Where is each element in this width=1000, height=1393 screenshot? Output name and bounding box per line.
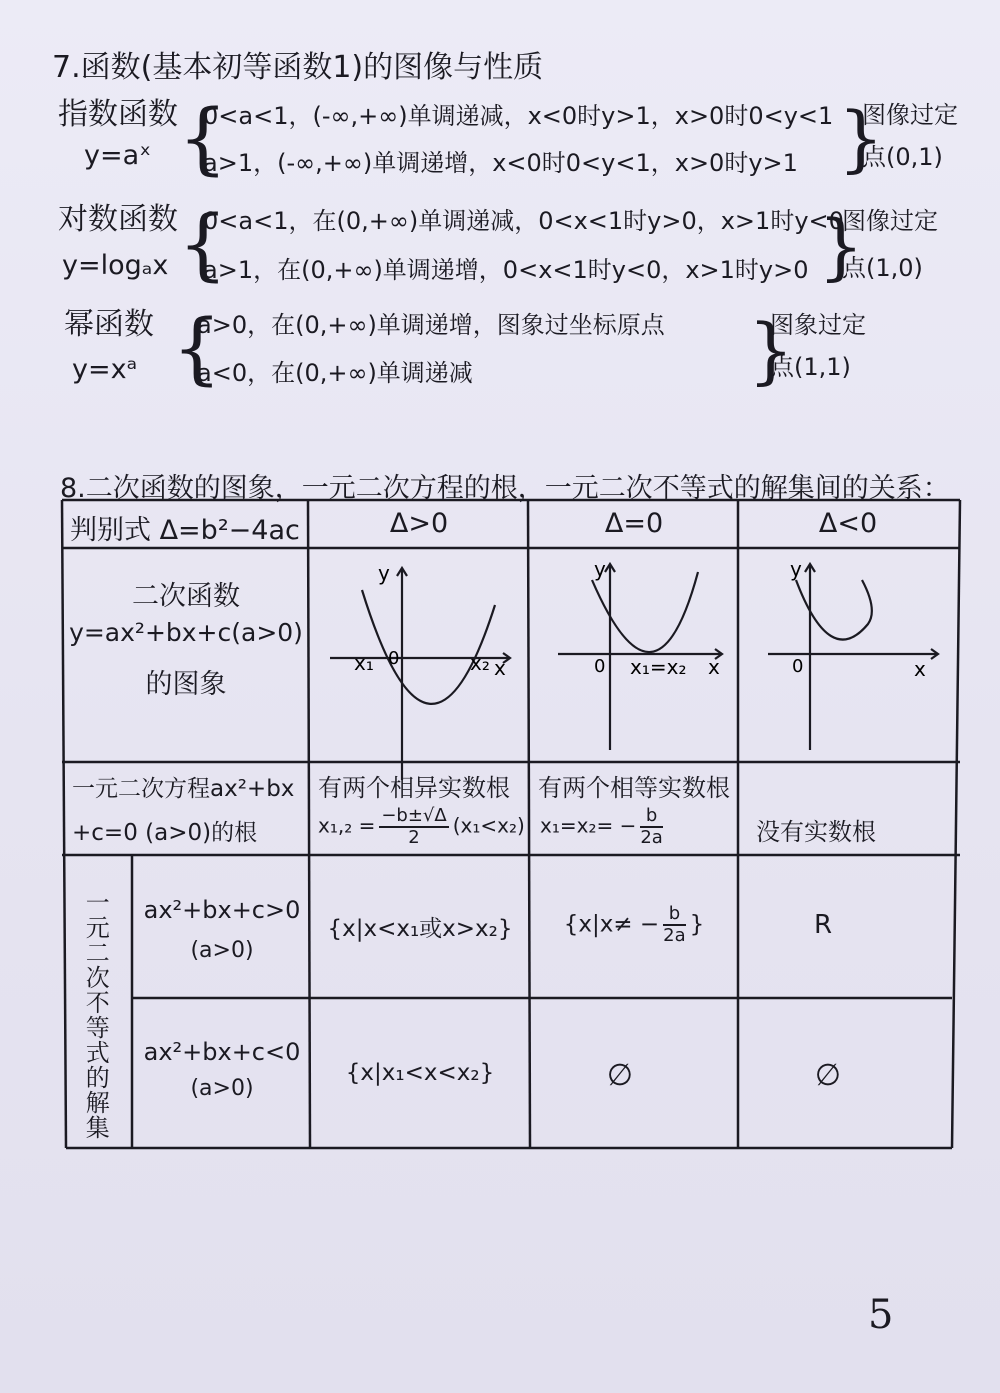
root-x1-label: x₁ — [354, 651, 374, 675]
roots-zero-denominator: 2a — [640, 826, 663, 848]
header-discriminant: 判别式 Δ=b²−4ac — [70, 515, 300, 546]
ineq-gt-line-2: (a>0) — [190, 938, 254, 963]
roots-pos-denominator: 2 — [408, 826, 420, 848]
exp-name: 指数函数 — [58, 97, 178, 132]
ineq-gt-zero-fraction — [663, 904, 685, 946]
roots-zero-lhs: x₁=x₂= − — [540, 813, 637, 838]
ineq-lt-delta-positive: {x|x₁<x<x₂} — [345, 1060, 495, 1086]
pow-formula: y=xᵃ — [72, 354, 138, 385]
ineq-gt-line-1: ax²+bx+c>0 — [143, 896, 301, 924]
roots-pos-desc: 有两个相异实数根 — [318, 774, 510, 802]
roots-pos-numerator: −b±√Δ — [381, 805, 447, 826]
ineq-lt-delta-zero: ∅ — [606, 1058, 634, 1093]
inequality-group-label — [82, 890, 118, 1140]
exp-case-2: a>1，(-∞,+∞)单调递增，x<0时0<y<1，x>0时y>1 — [203, 149, 798, 177]
root-x2-label: x₂ — [470, 651, 490, 675]
roots-zero-formula — [540, 806, 667, 848]
inequality-group-text: 一元二次不等式的解集 — [81, 890, 110, 1140]
log-left-brace: { — [178, 200, 228, 290]
pow-right-brace: } — [748, 308, 794, 392]
log-case-1: 0<a<1，在(0,+∞)单调递减，0<x<1时y>0，x>1时y<0 — [203, 207, 844, 235]
pow-note-2: 点(1,1) — [770, 353, 851, 381]
parabola-no-root — [796, 580, 872, 640]
header-delta-negative: Δ<0 — [818, 508, 878, 539]
exp-case-1: 0<a<1，(-∞,+∞)单调递减，x<0时y>1，x>0时0<y<1 — [203, 102, 834, 130]
double-root-label: x₁=x₂ — [630, 655, 687, 679]
exp-formula: y=aˣ — [84, 140, 152, 171]
graph-row-label-2: y=ax²+bx+c(a>0) — [69, 618, 303, 647]
pow-left-brace: { — [172, 304, 222, 394]
roots-neg-desc: 没有实数根 — [756, 818, 876, 846]
roots-row-label-1: 一元二次方程ax²+bx — [72, 776, 295, 802]
page-number: 5 — [868, 1292, 894, 1338]
y-label: y — [790, 557, 802, 581]
log-formula: y=logₐx — [62, 250, 169, 281]
y-label: y — [594, 557, 606, 581]
pow-name: 幂函数 — [64, 307, 154, 342]
section-8-title: 8.二次函数的图象，一元二次方程的根，一元二次不等式的解集间的关系： — [60, 473, 950, 504]
exp-note-2: 点(0,1) — [862, 143, 943, 171]
origin-label: 0 — [388, 648, 400, 669]
roots-pos-formula — [318, 806, 525, 848]
graph-delta-positive — [310, 550, 530, 780]
exp-right-brace: } — [838, 96, 884, 180]
origin-label: 0 — [792, 656, 804, 677]
log-note-1: 图像过定 — [842, 207, 938, 235]
ineq-lt-delta-negative: ∅ — [814, 1058, 842, 1093]
roots-zero-fraction — [640, 806, 662, 848]
roots-pos-lhs: x₁,₂ = — [318, 813, 376, 838]
x-label: x — [494, 656, 506, 680]
graph-delta-zero — [530, 550, 738, 760]
ineq-gt-zero-post: } — [689, 911, 705, 938]
parabola-two-roots — [362, 590, 495, 704]
log-case-2: a>1，在(0,+∞)单调递增，0<x<1时y<0，x>1时y>0 — [203, 256, 809, 284]
ineq-gt-delta-positive: {x|x<x₁或x>x₂} — [327, 916, 513, 942]
ineq-lt-line-2: (a>0) — [190, 1076, 254, 1101]
ineq-gt-delta-negative: R — [813, 910, 833, 940]
graph-row-label-3: 的图象 — [145, 669, 227, 700]
x-label: x — [708, 655, 720, 679]
y-label: y — [378, 561, 390, 585]
origin-label: 0 — [594, 656, 606, 677]
roots-row-label-2: +c=0 (a>0)的根 — [72, 820, 258, 846]
roots-pos-fraction — [379, 806, 448, 848]
log-name: 对数函数 — [58, 202, 178, 237]
parabola-double-root — [592, 572, 698, 652]
section-7-title: 7.函数(基本初等函数1)的图像与性质 — [52, 50, 544, 85]
ineq-gt-delta-zero — [530, 904, 738, 946]
roots-zero-desc: 有两个相等实数根 — [538, 774, 730, 802]
log-note-2: 点(1,0) — [842, 254, 923, 282]
pow-case-2: a<0，在(0,+∞)单调递减 — [197, 359, 473, 387]
pow-case-1: a>0，在(0,+∞)单调递增，图象过坐标原点 — [197, 311, 665, 339]
exp-note-1: 图像过定 — [862, 101, 958, 129]
roots-zero-numerator: b — [640, 806, 662, 828]
roots-pos-condition: (x₁<x₂) — [452, 813, 525, 838]
graph-row-label-1: 二次函数 — [132, 581, 240, 612]
ineq-gt-zero-numerator: b — [663, 904, 685, 926]
header-delta-positive: Δ>0 — [389, 508, 449, 539]
graph-delta-negative — [738, 550, 958, 760]
ineq-gt-zero-denominator: 2a — [663, 924, 686, 946]
pow-note-1: 图象过定 — [770, 311, 866, 339]
exp-left-brace: { — [178, 94, 228, 184]
x-label: x — [914, 657, 926, 681]
header-delta-zero: Δ=0 — [604, 508, 664, 539]
log-right-brace: } — [818, 204, 864, 288]
ineq-lt-line-1: ax²+bx+c<0 — [143, 1038, 301, 1066]
ineq-gt-zero-pre: {x|x≠ − — [563, 911, 660, 938]
